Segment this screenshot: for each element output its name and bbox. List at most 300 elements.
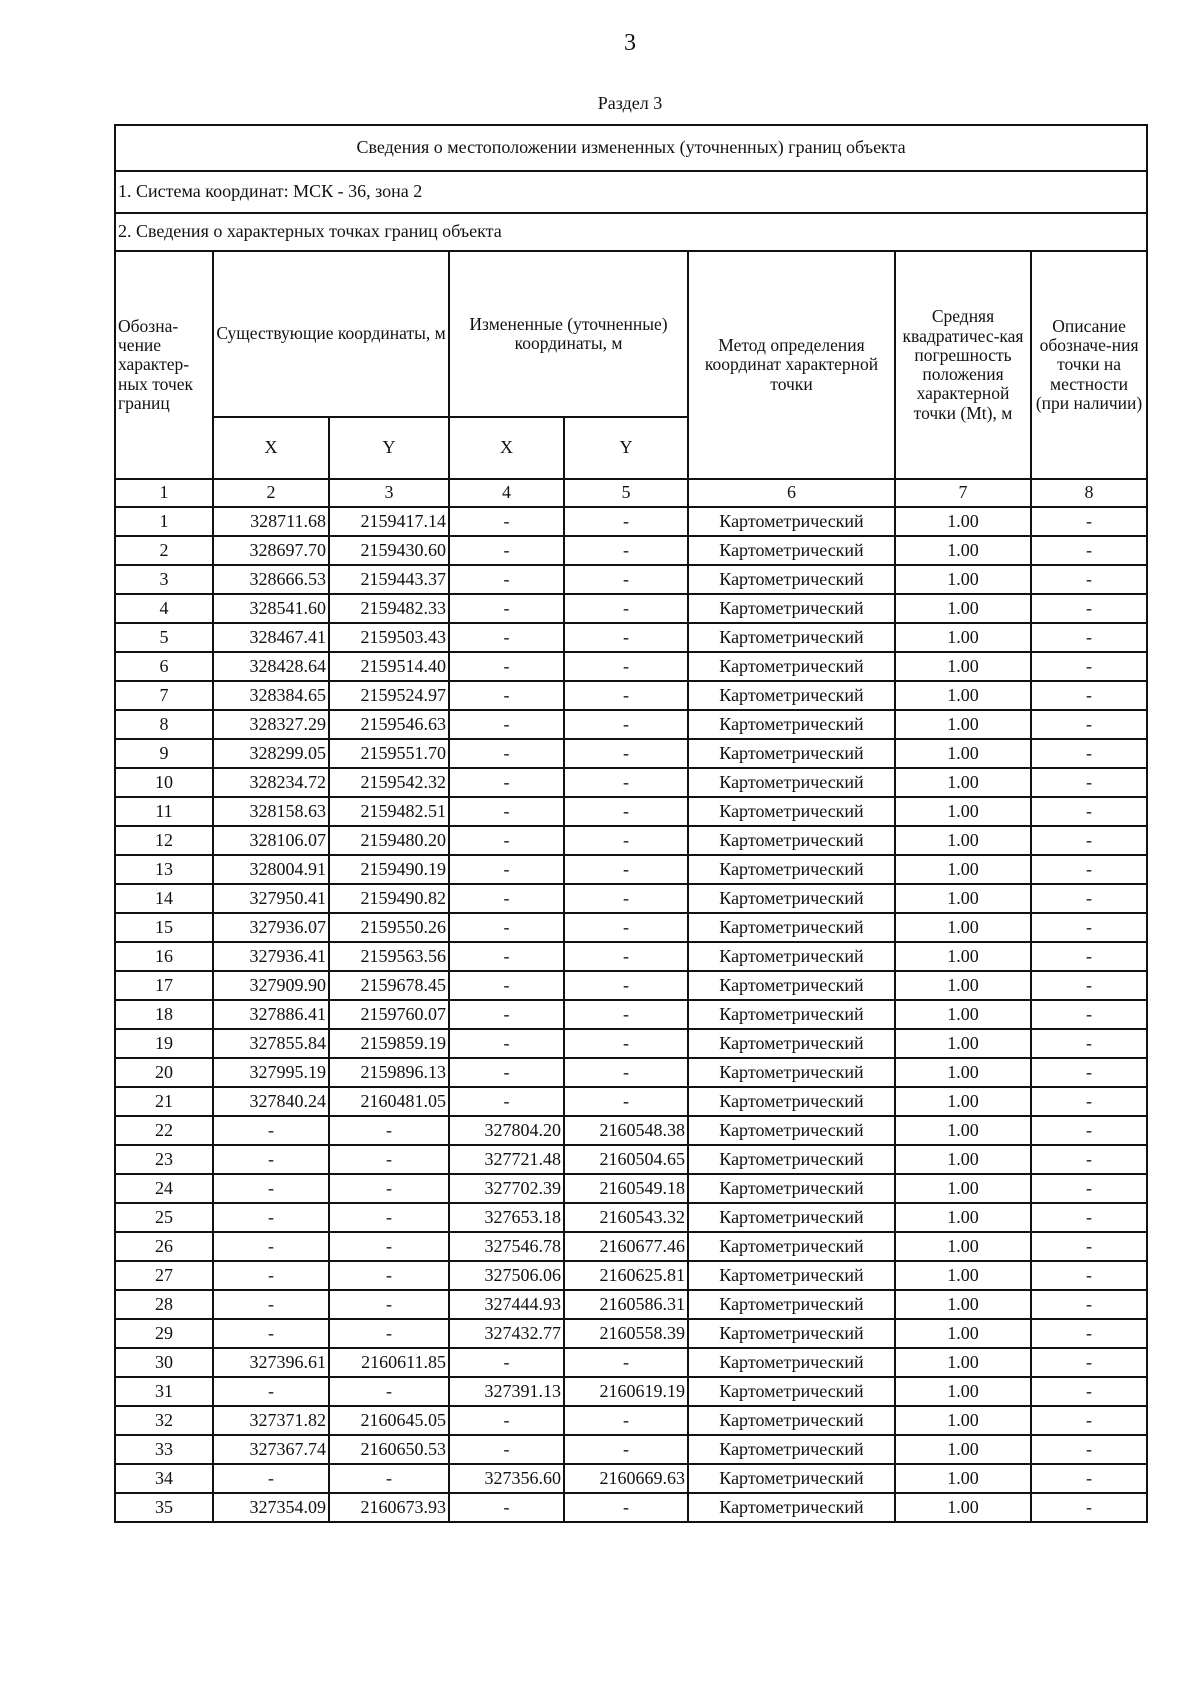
- cell-existing-y: -: [329, 1232, 449, 1261]
- cell-existing-y: 2159524.97: [329, 681, 449, 710]
- cell-existing-y: 2159480.20: [329, 826, 449, 855]
- cell-changed-y: -: [564, 942, 688, 971]
- column-number: 5: [564, 479, 688, 507]
- cell-changed-x: 327432.77: [449, 1319, 564, 1348]
- col-header-error: Средняя квадратичес-кая погрешность положения характерной точки (Mt), м: [895, 251, 1031, 479]
- cell-point-number: 3: [115, 565, 213, 594]
- cell-changed-y: -: [564, 1087, 688, 1116]
- cell-existing-x: 327855.84: [213, 1029, 329, 1058]
- cell-changed-x: -: [449, 623, 564, 652]
- table-row: [115, 1058, 1147, 1087]
- cell-point-number: 12: [115, 826, 213, 855]
- cell-changed-x: -: [449, 652, 564, 681]
- cell-error-mt: 1.00: [895, 855, 1031, 884]
- cell-existing-x: 327909.90: [213, 971, 329, 1000]
- cell-existing-y: -: [329, 1203, 449, 1232]
- cell-existing-y: -: [329, 1145, 449, 1174]
- cell-existing-x: 327936.07: [213, 913, 329, 942]
- cell-changed-y: -: [564, 1493, 688, 1522]
- cell-existing-x: -: [213, 1145, 329, 1174]
- cell-error-mt: 1.00: [895, 1464, 1031, 1493]
- cell-changed-y: -: [564, 681, 688, 710]
- col-header-designation: Обозна-чение характер-ных точек границ: [115, 251, 213, 479]
- cell-point-number: 1: [115, 507, 213, 536]
- column-number: 8: [1031, 479, 1147, 507]
- table-row: [115, 710, 1147, 739]
- cell-method: Картометрический: [688, 1174, 895, 1203]
- cell-changed-x: -: [449, 1029, 564, 1058]
- cell-changed-y: 2160586.31: [564, 1290, 688, 1319]
- table-row: [115, 565, 1147, 594]
- cell-description: -: [1031, 826, 1147, 855]
- cell-changed-x: -: [449, 681, 564, 710]
- cell-error-mt: 1.00: [895, 1203, 1031, 1232]
- cell-error-mt: 1.00: [895, 1000, 1031, 1029]
- cell-existing-x: 328666.53: [213, 565, 329, 594]
- column-number: 2: [213, 479, 329, 507]
- cell-description: -: [1031, 1232, 1147, 1261]
- section-label: Раздел 3: [597, 93, 663, 113]
- cell-existing-y: -: [329, 1377, 449, 1406]
- cell-existing-y: 2159430.60: [329, 536, 449, 565]
- table-row: [115, 797, 1147, 826]
- cell-point-number: 6: [115, 652, 213, 681]
- cell-error-mt: 1.00: [895, 652, 1031, 681]
- cell-existing-x: 327886.41: [213, 1000, 329, 1029]
- table-row: [115, 1493, 1147, 1522]
- cell-existing-x: 328467.41: [213, 623, 329, 652]
- cell-existing-y: 2159563.56: [329, 942, 449, 971]
- cell-changed-x: 327702.39: [449, 1174, 564, 1203]
- column-number: 3: [329, 479, 449, 507]
- cell-changed-x: -: [449, 536, 564, 565]
- table-row: [115, 1377, 1147, 1406]
- cell-changed-y: -: [564, 1058, 688, 1087]
- cell-existing-x: -: [213, 1174, 329, 1203]
- cell-method: Картометрический: [688, 1377, 895, 1406]
- cell-existing-x: -: [213, 1261, 329, 1290]
- cell-existing-y: 2159551.70: [329, 739, 449, 768]
- table-row: [115, 623, 1147, 652]
- cell-changed-x: -: [449, 1087, 564, 1116]
- cell-existing-y: 2159490.82: [329, 884, 449, 913]
- cell-description: -: [1031, 1464, 1147, 1493]
- cell-error-mt: 1.00: [895, 1029, 1031, 1058]
- coordinate-system: 1. Система координат: МСК - 36, зона 2: [115, 171, 1147, 213]
- cell-changed-y: 2160677.46: [564, 1232, 688, 1261]
- cell-existing-x: -: [213, 1232, 329, 1261]
- cell-point-number: 5: [115, 623, 213, 652]
- cell-existing-x: 327371.82: [213, 1406, 329, 1435]
- cell-description: -: [1031, 1029, 1147, 1058]
- cell-changed-y: -: [564, 652, 688, 681]
- cell-error-mt: 1.00: [895, 826, 1031, 855]
- cell-existing-x: 328158.63: [213, 797, 329, 826]
- cell-existing-x: -: [213, 1116, 329, 1145]
- cell-changed-y: -: [564, 1435, 688, 1464]
- cell-method: Картометрический: [688, 507, 895, 536]
- cell-existing-y: 2159417.14: [329, 507, 449, 536]
- cell-method: Картометрический: [688, 1000, 895, 1029]
- table-row: [115, 913, 1147, 942]
- cell-changed-x: -: [449, 768, 564, 797]
- cell-method: Картометрический: [688, 536, 895, 565]
- cell-existing-y: 2159514.40: [329, 652, 449, 681]
- cell-changed-y: -: [564, 507, 688, 536]
- cell-changed-y: 2160548.38: [564, 1116, 688, 1145]
- cell-method: Картометрический: [688, 797, 895, 826]
- cell-changed-y: -: [564, 826, 688, 855]
- cell-existing-x: 328106.07: [213, 826, 329, 855]
- cell-description: -: [1031, 1174, 1147, 1203]
- cell-description: -: [1031, 1435, 1147, 1464]
- cell-error-mt: 1.00: [895, 1058, 1031, 1087]
- cell-changed-y: 2160558.39: [564, 1319, 688, 1348]
- cell-point-number: 7: [115, 681, 213, 710]
- cell-existing-x: -: [213, 1464, 329, 1493]
- cell-description: -: [1031, 971, 1147, 1000]
- cell-error-mt: 1.00: [895, 1377, 1031, 1406]
- cell-existing-x: 328711.68: [213, 507, 329, 536]
- cell-description: -: [1031, 1406, 1147, 1435]
- table-row: [115, 1348, 1147, 1377]
- cell-method: Картометрический: [688, 971, 895, 1000]
- cell-point-number: 33: [115, 1435, 213, 1464]
- cell-description: -: [1031, 1058, 1147, 1087]
- cell-description: -: [1031, 1087, 1147, 1116]
- cell-existing-x: 327396.61: [213, 1348, 329, 1377]
- cell-changed-x: 327721.48: [449, 1145, 564, 1174]
- cell-point-number: 26: [115, 1232, 213, 1261]
- cell-method: Картометрический: [688, 681, 895, 710]
- column-number: 7: [895, 479, 1031, 507]
- cell-point-number: 18: [115, 1000, 213, 1029]
- cell-point-number: 23: [115, 1145, 213, 1174]
- cell-error-mt: 1.00: [895, 1319, 1031, 1348]
- cell-changed-y: -: [564, 1406, 688, 1435]
- cell-changed-y: -: [564, 536, 688, 565]
- cell-changed-x: -: [449, 913, 564, 942]
- cell-changed-x: -: [449, 507, 564, 536]
- cell-changed-x: 327506.06: [449, 1261, 564, 1290]
- cell-error-mt: 1.00: [895, 507, 1031, 536]
- cell-description: -: [1031, 1493, 1147, 1522]
- cell-method: Картометрический: [688, 1232, 895, 1261]
- cell-changed-x: 327356.60: [449, 1464, 564, 1493]
- cell-existing-x: 328541.60: [213, 594, 329, 623]
- cell-point-number: 2: [115, 536, 213, 565]
- cell-changed-x: -: [449, 971, 564, 1000]
- cell-error-mt: 1.00: [895, 1290, 1031, 1319]
- cell-method: Картометрический: [688, 1145, 895, 1174]
- cell-point-number: 27: [115, 1261, 213, 1290]
- cell-method: Картометрический: [688, 826, 895, 855]
- col-header-method: Метод определения координат характерной точки: [688, 251, 895, 479]
- cell-changed-x: -: [449, 594, 564, 623]
- table-row: [115, 942, 1147, 971]
- cell-changed-y: -: [564, 623, 688, 652]
- cell-changed-x: -: [449, 1058, 564, 1087]
- cell-point-number: 21: [115, 1087, 213, 1116]
- cell-method: Картометрический: [688, 1493, 895, 1522]
- column-number: 4: [449, 479, 564, 507]
- cell-existing-x: 327840.24: [213, 1087, 329, 1116]
- cell-method: Картометрический: [688, 739, 895, 768]
- cell-error-mt: 1.00: [895, 768, 1031, 797]
- cell-method: Картометрический: [688, 652, 895, 681]
- cell-existing-x: 328428.64: [213, 652, 329, 681]
- cell-existing-y: 2159550.26: [329, 913, 449, 942]
- cell-error-mt: 1.00: [895, 1232, 1031, 1261]
- page-number: 3: [624, 30, 636, 56]
- cell-changed-y: 2160669.63: [564, 1464, 688, 1493]
- cell-existing-y: -: [329, 1290, 449, 1319]
- cell-existing-y: 2159542.32: [329, 768, 449, 797]
- table-row: [115, 1290, 1147, 1319]
- cell-method: Картометрический: [688, 1087, 895, 1116]
- cell-error-mt: 1.00: [895, 594, 1031, 623]
- cell-point-number: 4: [115, 594, 213, 623]
- cell-existing-y: 2160611.85: [329, 1348, 449, 1377]
- cell-description: -: [1031, 623, 1147, 652]
- cell-description: -: [1031, 1319, 1147, 1348]
- cell-point-number: 22: [115, 1116, 213, 1145]
- cell-method: Картометрический: [688, 1203, 895, 1232]
- cell-description: -: [1031, 1377, 1147, 1406]
- cell-changed-y: -: [564, 797, 688, 826]
- cell-point-number: 30: [115, 1348, 213, 1377]
- cell-existing-y: 2159503.43: [329, 623, 449, 652]
- cell-changed-y: -: [564, 855, 688, 884]
- cell-description: -: [1031, 1000, 1147, 1029]
- table-row: [115, 1174, 1147, 1203]
- table-body: [115, 507, 1147, 1522]
- cell-method: Картометрический: [688, 1116, 895, 1145]
- cell-point-number: 35: [115, 1493, 213, 1522]
- cell-description: -: [1031, 1261, 1147, 1290]
- cell-description: -: [1031, 855, 1147, 884]
- cell-description: -: [1031, 565, 1147, 594]
- cell-description: -: [1031, 913, 1147, 942]
- cell-point-number: 25: [115, 1203, 213, 1232]
- cell-method: Картометрический: [688, 1261, 895, 1290]
- cell-error-mt: 1.00: [895, 739, 1031, 768]
- cell-existing-y: 2159482.51: [329, 797, 449, 826]
- cell-changed-x: -: [449, 1348, 564, 1377]
- cell-existing-y: 2159859.19: [329, 1029, 449, 1058]
- cell-method: Картометрический: [688, 594, 895, 623]
- cell-point-number: 14: [115, 884, 213, 913]
- cell-existing-y: 2160650.53: [329, 1435, 449, 1464]
- cell-changed-x: -: [449, 797, 564, 826]
- cell-changed-x: 327804.20: [449, 1116, 564, 1145]
- col-header-changed: Измененные (уточненные) координаты, м: [449, 251, 688, 417]
- cell-existing-x: -: [213, 1290, 329, 1319]
- cell-point-number: 31: [115, 1377, 213, 1406]
- cell-existing-y: 2160645.05: [329, 1406, 449, 1435]
- cell-changed-x: -: [449, 1000, 564, 1029]
- cell-changed-y: 2160625.81: [564, 1261, 688, 1290]
- cell-point-number: 17: [115, 971, 213, 1000]
- column-numbers-row: [115, 479, 1147, 507]
- cell-error-mt: 1.00: [895, 623, 1031, 652]
- table-row: [115, 507, 1147, 536]
- table-row: [115, 681, 1147, 710]
- cell-changed-y: 2160504.65: [564, 1145, 688, 1174]
- table-row: [115, 768, 1147, 797]
- cell-changed-y: -: [564, 1348, 688, 1377]
- cell-error-mt: 1.00: [895, 1174, 1031, 1203]
- cell-point-number: 15: [115, 913, 213, 942]
- table-row: [115, 739, 1147, 768]
- cell-existing-x: 328327.29: [213, 710, 329, 739]
- cell-method: Картометрический: [688, 1464, 895, 1493]
- table-row: [115, 536, 1147, 565]
- cell-description: -: [1031, 884, 1147, 913]
- col-header-changed-x: X: [449, 417, 564, 479]
- table-row: [115, 1319, 1147, 1348]
- cell-existing-y: 2159490.19: [329, 855, 449, 884]
- cell-point-number: 32: [115, 1406, 213, 1435]
- table-row: [115, 594, 1147, 623]
- cell-changed-y: -: [564, 594, 688, 623]
- cell-point-number: 20: [115, 1058, 213, 1087]
- cell-changed-x: -: [449, 855, 564, 884]
- cell-error-mt: 1.00: [895, 1145, 1031, 1174]
- cell-description: -: [1031, 942, 1147, 971]
- cell-error-mt: 1.00: [895, 1087, 1031, 1116]
- cell-existing-y: 2160481.05: [329, 1087, 449, 1116]
- cell-existing-y: 2160673.93: [329, 1493, 449, 1522]
- cell-point-number: 24: [115, 1174, 213, 1203]
- cell-description: -: [1031, 652, 1147, 681]
- cell-existing-y: 2159896.13: [329, 1058, 449, 1087]
- cell-error-mt: 1.00: [895, 1116, 1031, 1145]
- cell-changed-y: -: [564, 884, 688, 913]
- cell-changed-x: -: [449, 710, 564, 739]
- cell-changed-x: -: [449, 1406, 564, 1435]
- cell-existing-y: 2159546.63: [329, 710, 449, 739]
- cell-description: -: [1031, 1290, 1147, 1319]
- cell-method: Картометрический: [688, 623, 895, 652]
- cell-existing-y: 2159678.45: [329, 971, 449, 1000]
- cell-method: Картометрический: [688, 768, 895, 797]
- col-header-existing: Существующие координаты, м: [213, 251, 449, 417]
- cell-description: -: [1031, 1348, 1147, 1377]
- cell-error-mt: 1.00: [895, 884, 1031, 913]
- cell-existing-x: 328384.65: [213, 681, 329, 710]
- points-heading: 2. Сведения о характерных точках границ объекта: [115, 213, 1147, 251]
- cell-changed-y: 2160543.32: [564, 1203, 688, 1232]
- cell-method: Картометрический: [688, 1435, 895, 1464]
- table-row: [115, 826, 1147, 855]
- cell-method: Картометрический: [688, 1319, 895, 1348]
- cell-method: Картометрический: [688, 884, 895, 913]
- cell-error-mt: 1.00: [895, 942, 1031, 971]
- cell-existing-x: 327950.41: [213, 884, 329, 913]
- cell-changed-x: -: [449, 739, 564, 768]
- cell-method: Картометрический: [688, 1029, 895, 1058]
- cell-existing-x: -: [213, 1377, 329, 1406]
- col-header-changed-y: Y: [564, 417, 688, 479]
- cell-changed-x: -: [449, 884, 564, 913]
- cell-error-mt: 1.00: [895, 565, 1031, 594]
- table-row: [115, 1406, 1147, 1435]
- cell-changed-x: -: [449, 826, 564, 855]
- cell-error-mt: 1.00: [895, 536, 1031, 565]
- cell-existing-x: 328697.70: [213, 536, 329, 565]
- cell-method: Картометрический: [688, 942, 895, 971]
- cell-description: -: [1031, 710, 1147, 739]
- cell-method: Картометрический: [688, 913, 895, 942]
- cell-changed-x: -: [449, 565, 564, 594]
- cell-existing-y: 2159443.37: [329, 565, 449, 594]
- cell-existing-y: 2159760.07: [329, 1000, 449, 1029]
- cell-error-mt: 1.00: [895, 1493, 1031, 1522]
- cell-changed-x: -: [449, 1493, 564, 1522]
- cell-existing-x: -: [213, 1203, 329, 1232]
- cell-point-number: 10: [115, 768, 213, 797]
- cell-existing-y: -: [329, 1464, 449, 1493]
- cell-changed-y: -: [564, 971, 688, 1000]
- table-row: [115, 1145, 1147, 1174]
- cell-method: Картометрический: [688, 1348, 895, 1377]
- table-row: [115, 1435, 1147, 1464]
- table-row: [115, 1087, 1147, 1116]
- cell-existing-y: -: [329, 1116, 449, 1145]
- cell-point-number: 19: [115, 1029, 213, 1058]
- cell-changed-y: -: [564, 710, 688, 739]
- cell-error-mt: 1.00: [895, 1261, 1031, 1290]
- table-row: [115, 971, 1147, 1000]
- cell-existing-x: 327354.09: [213, 1493, 329, 1522]
- col-header-existing-x: X: [213, 417, 329, 479]
- table-row: [115, 1000, 1147, 1029]
- cell-error-mt: 1.00: [895, 971, 1031, 1000]
- cell-method: Картометрический: [688, 1406, 895, 1435]
- cell-description: -: [1031, 594, 1147, 623]
- cell-point-number: 29: [115, 1319, 213, 1348]
- cell-existing-x: 327936.41: [213, 942, 329, 971]
- table-row: [115, 1116, 1147, 1145]
- cell-error-mt: 1.00: [895, 797, 1031, 826]
- cell-changed-x: -: [449, 942, 564, 971]
- cell-description: -: [1031, 681, 1147, 710]
- table-title: Сведения о местоположении измененных (уточненных) границ объекта: [115, 125, 1147, 171]
- cell-description: -: [1031, 1145, 1147, 1174]
- cell-error-mt: 1.00: [895, 681, 1031, 710]
- column-number: 6: [688, 479, 895, 507]
- table-row: [115, 1203, 1147, 1232]
- cell-existing-y: -: [329, 1174, 449, 1203]
- cell-description: -: [1031, 1116, 1147, 1145]
- table-row: [115, 1261, 1147, 1290]
- cell-point-number: 11: [115, 797, 213, 826]
- cell-point-number: 8: [115, 710, 213, 739]
- cell-existing-y: -: [329, 1319, 449, 1348]
- cell-changed-y: -: [564, 768, 688, 797]
- table-row: [115, 1232, 1147, 1261]
- cell-changed-x: 327653.18: [449, 1203, 564, 1232]
- cell-changed-x: 327391.13: [449, 1377, 564, 1406]
- cell-changed-x: -: [449, 1435, 564, 1464]
- cell-existing-y: 2159482.33: [329, 594, 449, 623]
- cell-point-number: 34: [115, 1464, 213, 1493]
- cell-changed-y: -: [564, 1000, 688, 1029]
- cell-description: -: [1031, 536, 1147, 565]
- cell-description: -: [1031, 507, 1147, 536]
- cell-changed-x: 327546.78: [449, 1232, 564, 1261]
